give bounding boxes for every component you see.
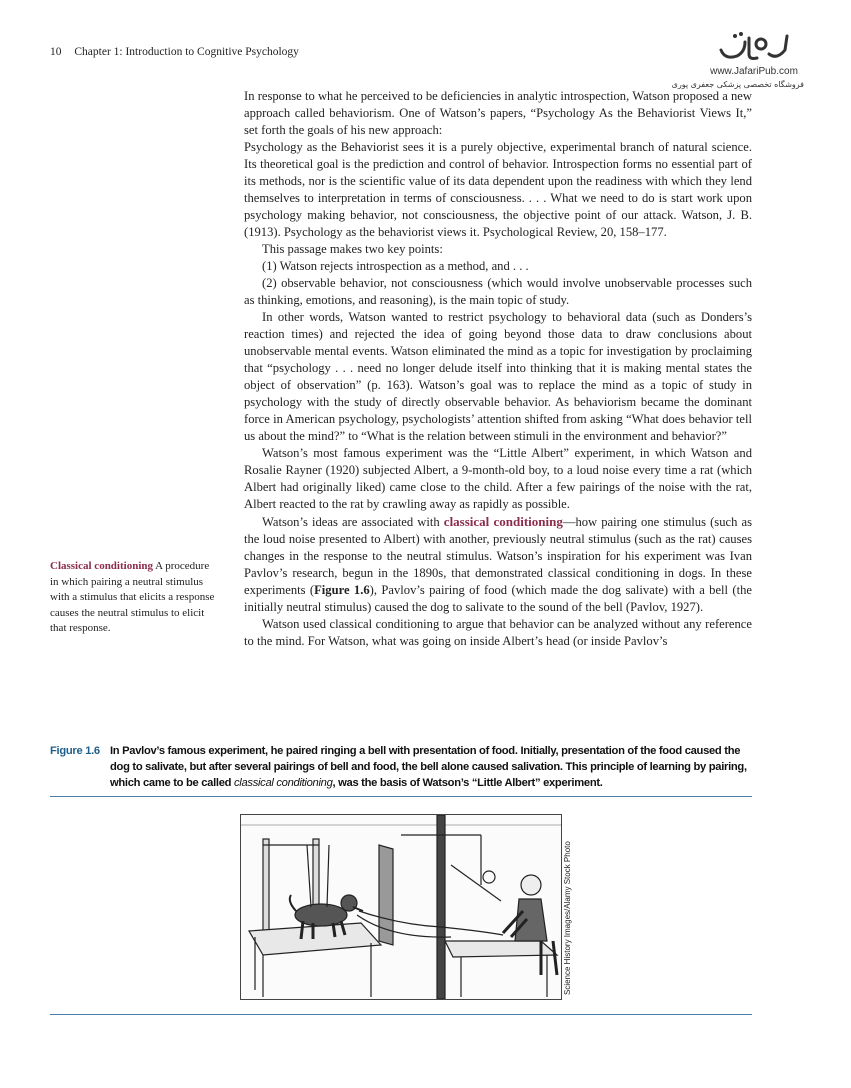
key-term-classical-conditioning: classical conditioning (443, 514, 563, 529)
paragraph-classical-conditioning (244, 513, 752, 616)
caption-divider (50, 796, 752, 797)
cc-text-start: Watson’s ideas are associated with (262, 515, 444, 529)
margin-term: Classical conditioning (50, 560, 153, 572)
margin-definition (50, 559, 216, 637)
paragraph-other-words: In other words, Watson wanted to restrict psychology to behavioral data (such as Donders’s reaction times) and rejected the idea of going beyond those data to draw conclusions about unobservable mental events. Watson eliminated the mind as a topic for investigation by proclaiming that “psychology . . . need no longer delude itself into thinking that it is making mental states the object of observation” (p. 163). Watson’s goal was to replace the mind as a topic of study in psychology with the study of directly observable behavior. As behaviorism became the dominant force in American psychology, psychologists’ attention shifted from asking “What does behavior tell us about the mind?” to “What is the relation between stimuli in the environment and behavior?” (244, 310, 752, 443)
photo-credit (555, 841, 572, 995)
pavlov-experiment-illustration (240, 814, 562, 1000)
paragraph-watson-mind: Watson used classical conditioning to argue that behavior can be analyzed without any reference to the mind. For Watson, what was going on inside Albert’s head (or inside Pavlov’s (244, 617, 752, 648)
caption-text (110, 743, 752, 791)
figure-reference: Figure 1.6 (314, 583, 370, 597)
figure-bottom-divider (50, 1014, 752, 1015)
running-header (50, 46, 299, 58)
watermark-url: www.JafariPub.com (710, 66, 798, 77)
cc-text-mid: —how pairing one stimulus (such as the loud noise presented to Albert) with another, previously neutral stimulus (such as the rat) causes changes in the response to the neutral stimulus. Watson’s inspiration for his experiment was Ivan Pavlov’s research, begun in the 1890s, that demonstrated classical conditioning in dogs. In these experiments ( (244, 515, 752, 597)
key-point-2: (2) observable behavior, not consciousness (which would involve unobservable processes such as thinking, emotions, and reasoning), is the main topic of study. (244, 276, 752, 307)
figure-label: Figure 1.6 (50, 745, 100, 757)
main-text-column (244, 88, 752, 650)
pavlov-drawing (241, 815, 561, 999)
publisher-watermark (671, 30, 804, 89)
watermark-tagline: فروشگاه تخصصی پزشکی جعفری پوری (671, 80, 804, 89)
caption-part-a: In Pavlov’s famous experiment, he paired ringing a bell with presentation of food. Initially, presentation of the food caused the dog to salivate, but after several pairings of bell and food, the bell alone caused salivation. This principle of learning by pairing, which came to be called (110, 745, 747, 789)
key-point-1: (1) Watson rejects introspection as a method, and . . . (262, 259, 529, 273)
caption-part-b: , was the basis of Watson’s “Little Albert” experiment. (332, 777, 603, 789)
publisher-logo-icon (715, 30, 793, 64)
figure-caption (50, 743, 752, 791)
block-quote: Psychology as the Behaviorist sees it is a purely objective, experimental branch of natural science. Its theoretical goal is the prediction and control of behavior. Introspection forms no essential part of its methods, nor is the scientific value of its data dependent upon the readiness with which they lend themselves to interpretation in terms of consciousness. . . . What we need to do is start work upon psychology making behavior, not consciousness, the objective point of our attack. Watson, J. B. (1913). Psychology as the behaviorist views it. Psychological Review, 20, 158–177. (244, 140, 752, 239)
running-title: Chapter 1: Introduction to Cognitive Psychology (74, 46, 299, 58)
cc-text-end: ), Pavlov’s pairing of food (which made the dog salivate) with a bell (the initially neutral stimulus) caused the dog to salivate to the sound of the bell (Pavlov, 1927). (244, 583, 752, 614)
passage-intro: This passage makes two key points: (262, 242, 443, 256)
paragraph-little-albert: Watson’s most famous experiment was the “Little Albert” experiment, in which Watson and Rosalie Rayner (1920) subjected Albert, a 9-month-old boy, to a loud noise every time a rat (which Albert had originally liked) came close to the child. After a few pairings of the noise with the rat, Albert reacted to the rat by crawling away as rapidly as possible. (244, 446, 752, 511)
caption-italic-term: classical conditioning (234, 777, 333, 789)
margin-definition-text: A procedure in which pairing a neutral stimulus with a stimulus that elicits a response causes the neutral stimulus to elicit that response. (50, 560, 215, 634)
page-number: 10 (50, 46, 62, 58)
photo-credit-text: Science History Images/Alamy Stock Photo (563, 841, 572, 995)
paragraph-intro: In response to what he perceived to be deficiencies in analytic introspection, Watson proposed a new approach called behaviorism. One of Watson’s papers, “Psychology As the Behaviorist Views It,” set forth the goals of his new approach: (244, 89, 752, 137)
